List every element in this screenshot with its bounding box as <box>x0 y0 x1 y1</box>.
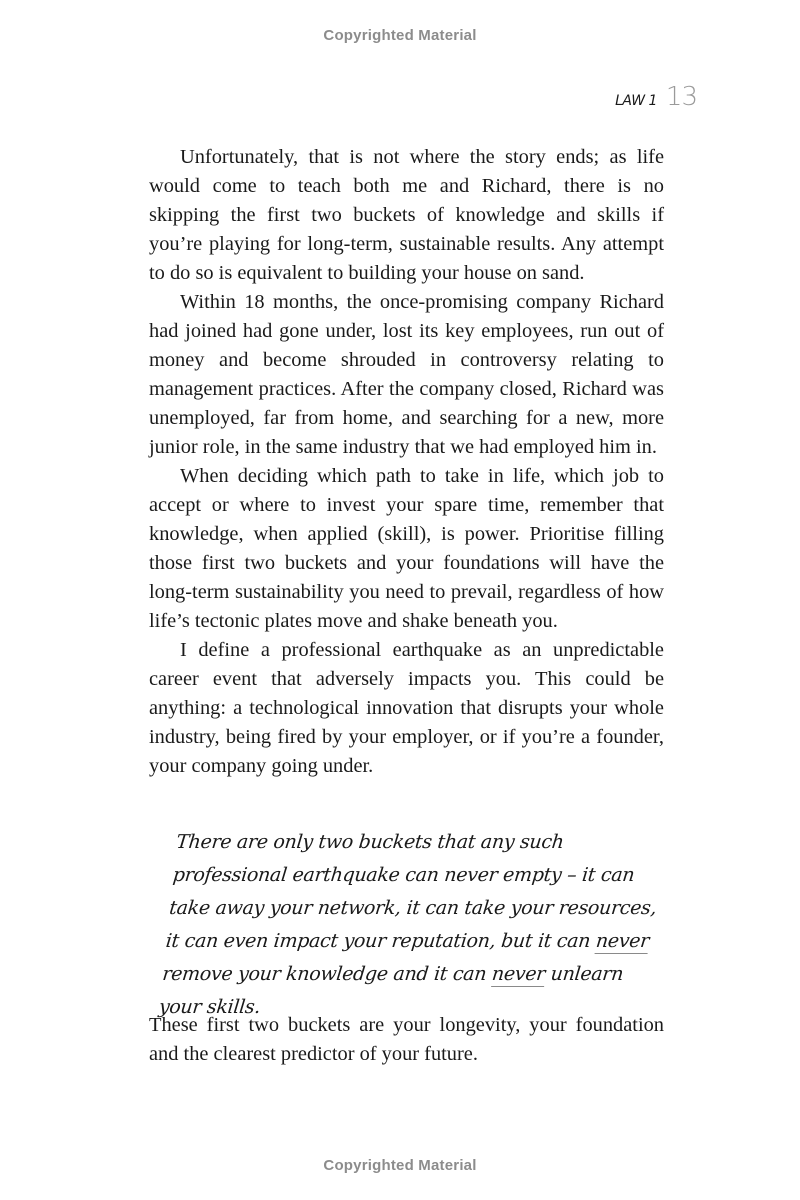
quote-emphasis: never <box>594 930 651 952</box>
paragraph: Within 18 months, the once-promising company Richard had joined had gone under, lost its key employees, run out of money and become shrouded in controversy relating to management practices. After the company closed, Richard was unemployed, far from home, and searching for a new, more junior role, in the same industry that we had employed him in. <box>149 291 664 458</box>
paragraph: Unfortunately, that is not where the story ends; as life would come to teach both me and Richard, there is no skipping the first two buckets of knowledge and skills if you’re playing for long-term, sustainable results. Any attempt to do so is equivalent to building your house on sand. <box>149 146 664 284</box>
closing-paragraph: These first two buckets are your longevity, your foundation and the clearest predictor of your future. <box>149 1014 664 1065</box>
copyright-watermark-top: Copyrighted Material <box>323 27 477 44</box>
closing-paragraph-block <box>149 1011 664 1069</box>
quote-emphasis: never <box>490 963 547 985</box>
chapter-label: LAW 1 <box>615 93 657 109</box>
copyright-watermark-bottom: Copyrighted Material <box>323 1157 477 1174</box>
quote-text: remove your knowledge and it can <box>161 963 494 985</box>
pull-quote <box>157 826 668 1024</box>
quote-text: There are only two buckets that any such professional earthquake can never empty – it can take away your network, it can take your resources, it can even impact your reputation, but it can <box>164 831 658 952</box>
paragraph: When deciding which path to take in life, which job to accept or where to invest your spare time, remember that knowledge, when applied (skill), is power. Prioritise filling those first two buckets and your foundations will have the long-term sustainability you need to prevail, regardless of how life’s tectonic plates move and shake beneath you. <box>149 465 664 632</box>
paragraph: I define a professional earthquake as an unpredictable career event that adversely impacts you. This could be anything: a technological innovation that disrupts your whole industry, being fired by your employer, or if you’re a founder, your company going under. <box>149 639 664 777</box>
quote-text: unlearn your skills. <box>157 963 625 1018</box>
body-text <box>149 143 664 781</box>
page-number: 13 <box>665 82 697 112</box>
running-head <box>615 82 697 112</box>
